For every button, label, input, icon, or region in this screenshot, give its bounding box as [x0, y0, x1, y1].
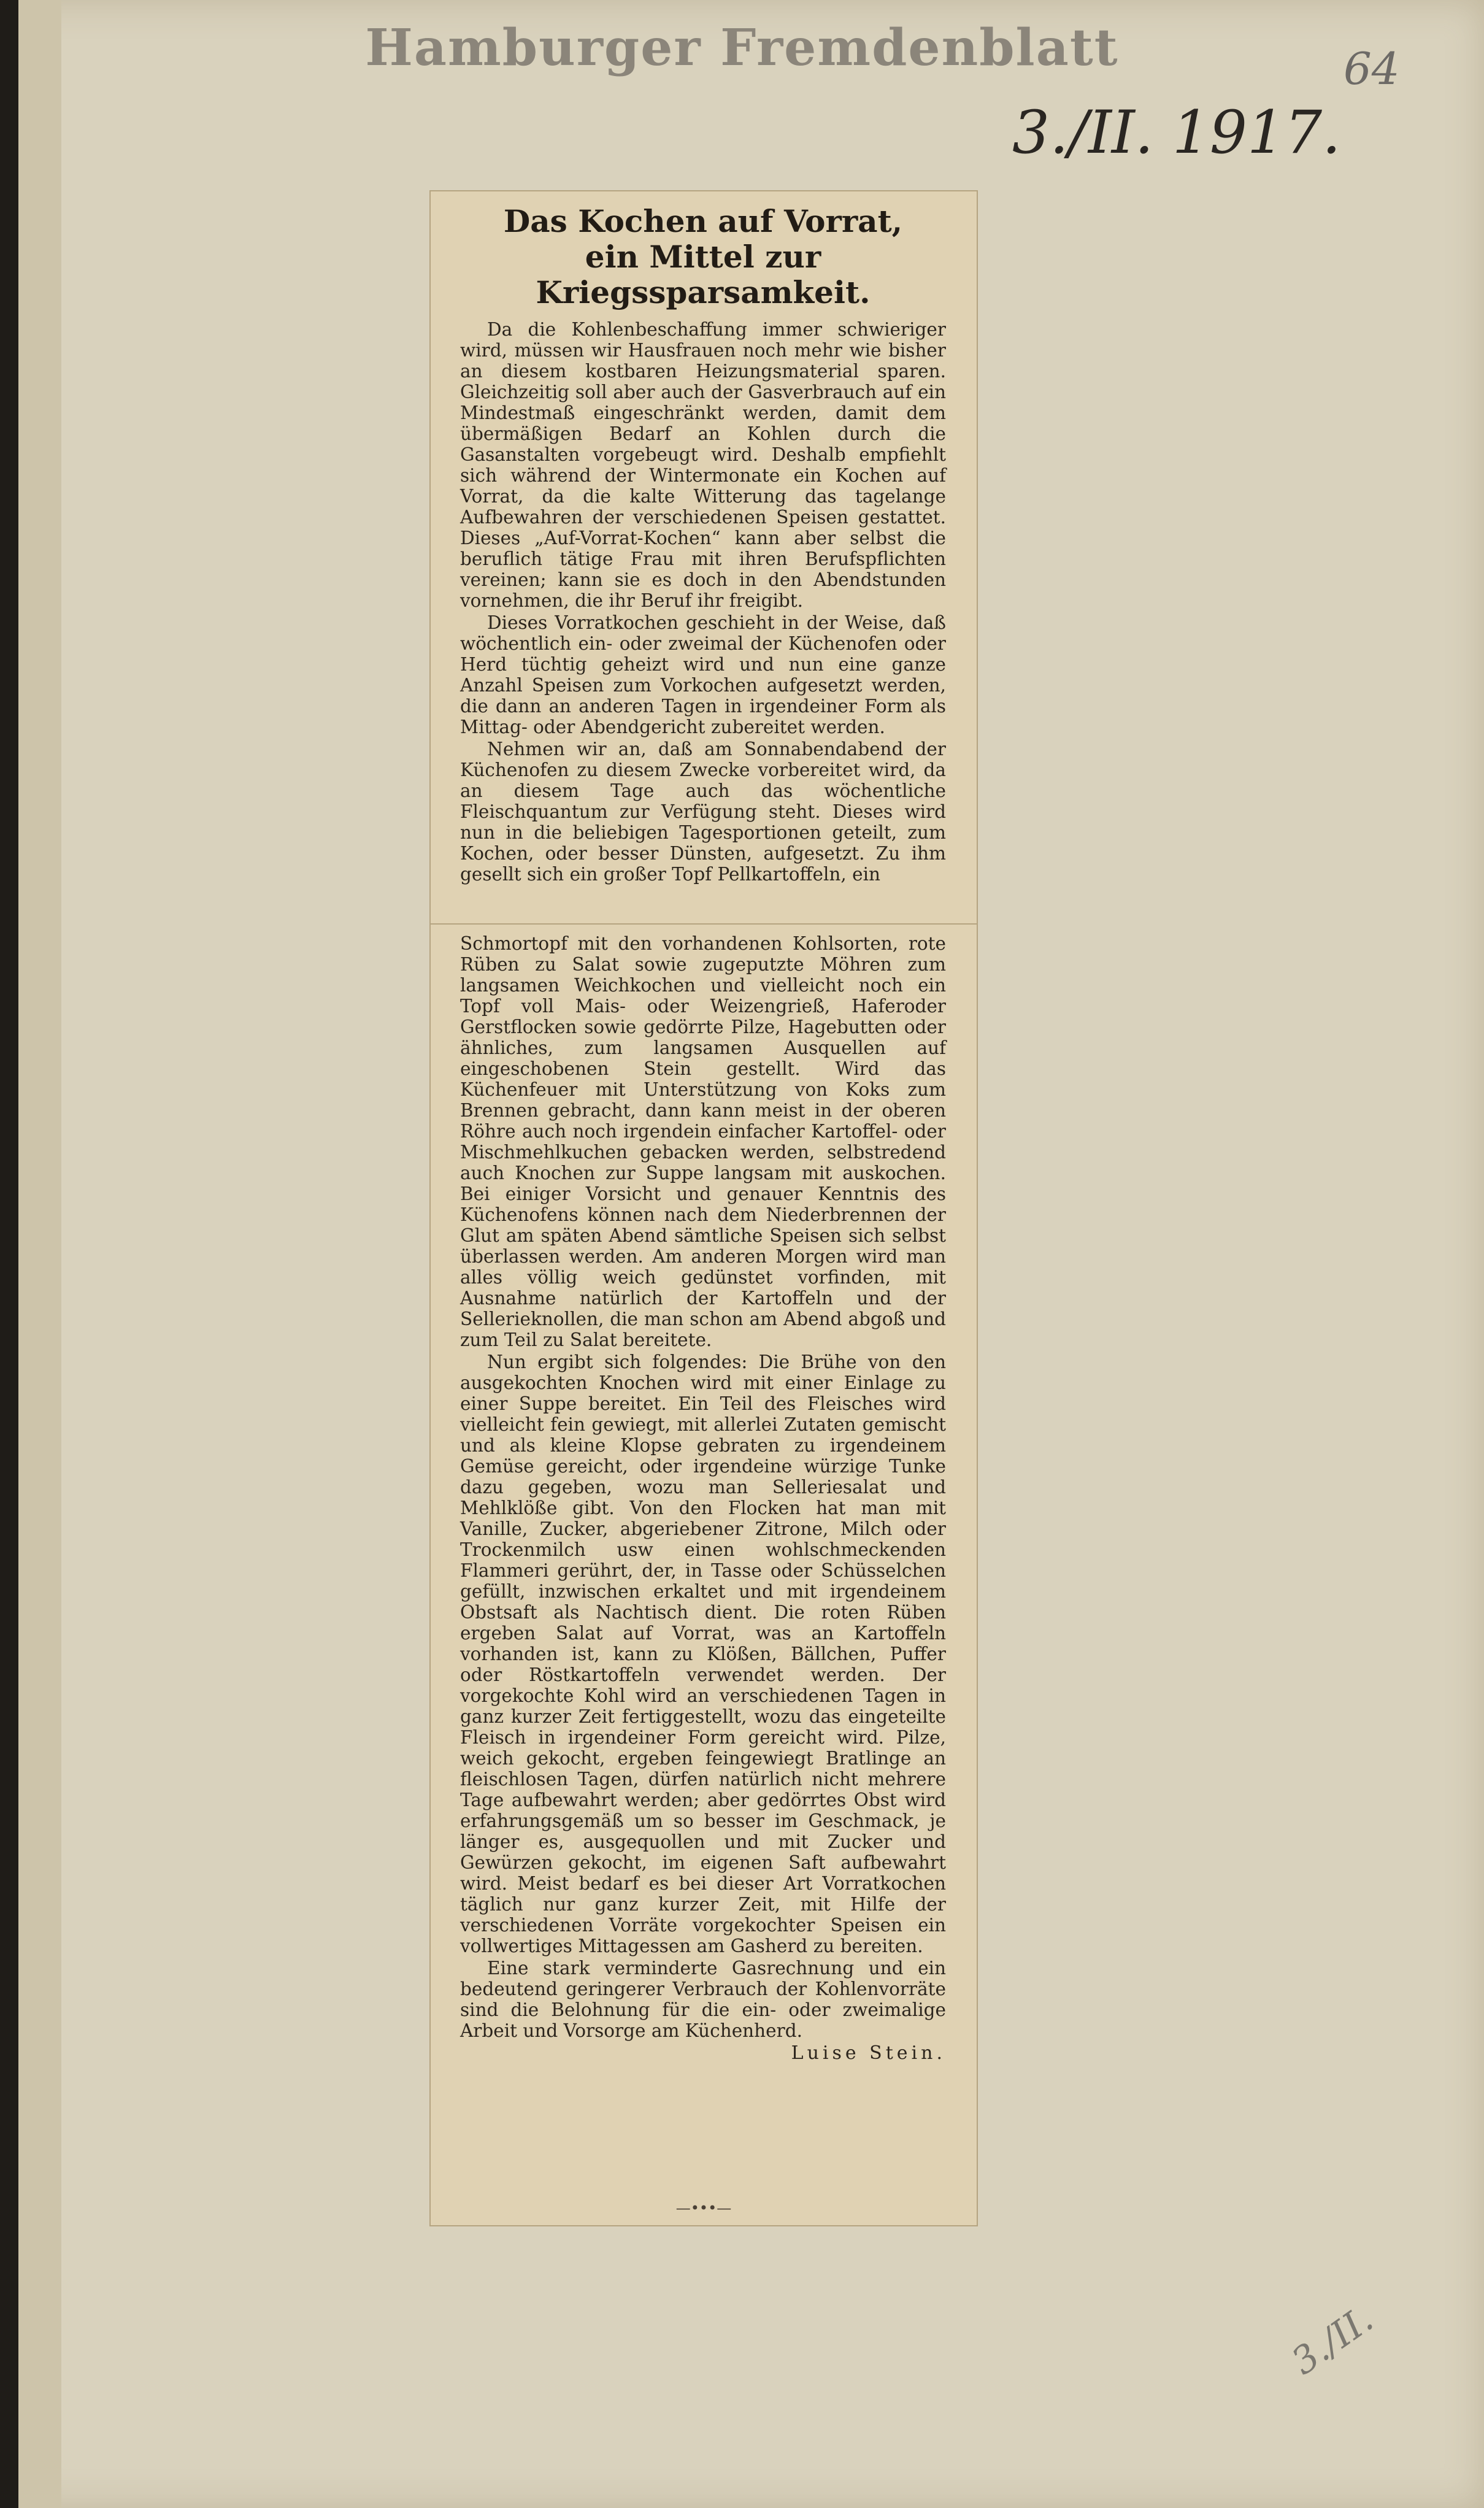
article-column-lower [460, 933, 946, 2064]
paragraph-1: Da die Kohlenbeschaffung immer schwieriger wird, müssen wir Hausfrauen noch mehr wie bisher an diesem kostbaren Heizungsmaterial sparen. Gleichzeitig soll aber auch der Gasverbrauch auf ein Mindestmaß eingeschränkt werden, damit dem übermäßigen Bedarf an Kohlen durch die Gasanstalten vorgebeugt wird. Deshalb empfiehlt sich während der Wintermonate ein Kochen auf Vorrat, da die kalte Witterung das tagelange Aufbewahren der verschiedenen Speisen gestattet. Dieses „Auf-Vorrat-Kochen“ kann aber selbst die beruflich tätige Frau mit ihren Berufspflichten vereinen; kann sie es doch in den Abendstunden vornehmen, die ihr Beruf ihr freigibt. [460, 319, 946, 611]
newspaper-masthead: Hamburger Fremdenblatt [365, 18, 1119, 77]
handwritten-date: 3./II. 1917. [1012, 98, 1341, 167]
author-signature: Luise Stein. [791, 2042, 946, 2064]
clipping-upper [429, 190, 978, 929]
article-column-upper [460, 204, 946, 885]
paragraph-3: Nehmen wir an, daß am Sonnabendabend der Küchenofen zu diesem Zwecke vorbereitet wird, da an diesem Tage auch das wöchentliche Fleischquantum zur Verfügung steht. Dieses wird nun in die beliebigen Tagesportionen geteilt, zum Kochen, oder besser Dünsten, aufgesetzt. Zu ihm gesellt sich ein großer Topf Pellkartoffeln, ein [460, 739, 946, 885]
paragraph-4: Schmortopf mit den vorhandenen Kohlsorten, rote Rüben zu Salat sowie zugeputzte Möhren zum langsamen Weichkochen und vielleicht noch ein Topf voll Mais- oder Weizengrieß, Haferoder Gerstflocken sowie gedörrte Pilze, Hagebutten oder ähnliches, zum langsamen Ausquellen auf eingeschobenen Stein gestellt. Wird das Küchenfeuer mit Unterstützung von Koks zum Brennen gebracht, dann kann meist in der oberen Röhre auch noch irgendein einfacher Kartoffel- oder Mischmehlkuchen gebacken werden, selbstredend auch Knochen zur Suppe langsam mit auskochen. Bei einiger Vorsicht und genauer Kenntnis des Küchenofens können nach dem Niederbrennen der Glut am späten Abend sämtliche Speisen sich selbst überlassen werden. Am anderen Morgen wird man alles völlig weich gedünstet vorfinden, mit Ausnahme natürlich der Kartoffeln und der Sellerieknollen, die man schon am Abend abgoß und zum Teil zu Salat bereitete. [460, 933, 946, 1350]
paragraph-2: Dieses Vorratkochen geschieht in der Weise, daß wöchentlich ein- oder zweimal der Küchenofen oder Herd tüchtig geheizt wird und nun eine ganze Anzahl Speisen zum Vorkochen aufgesetzt werden, die dann an anderen Tagen in irgendeiner Form als Mittag- oder Abendgericht zubereitet werden. [460, 612, 946, 737]
article-headline [460, 204, 946, 310]
end-ornament: —•••— [675, 2199, 732, 2217]
paragraph-5: Nun ergibt sich folgendes: Die Brühe von den ausgekochten Knochen wird mit einer Einlage zu einer Suppe bereitet. Ein Teil des Fleisches wird vielleicht fein gewiegt, mit allerlei Zutaten gemischt und als kleine Klopse gebraten zu irgendeinem Gemüse gereicht, oder irgendeine würzige Tunke dazu gegeben, wozu man Selleriesalat und Mehlklöße gibt. Von den Flocken hat man mit Vanille, Zucker, abgeriebener Zitrone, Milch oder Trockenmilch usw einen wohlschmeckenden Flammeri gerührt, der, in Tasse oder Schüsselchen gefüllt, inzwischen erkaltet und mit irgendeinem Obstsaft als Nachtisch dient. Die roten Rüben ergeben Salat auf Vorrat, was an Kartoffeln vorhanden ist, kann zu Klößen, Bällchen, Puffer oder Röstkartoffeln verwendet werden. Der vorgekochte Kohl wird an verschiedenen Tagen in ganz kurzer Zeit fertiggestellt, wozu das eingeteilte Fleisch in irgendeiner Form gereicht wird. Pilze, weich gekocht, ergeben feingewiegt Bratlinge an fleischlosen Tagen, dürfen natürlich nicht mehrere Tage aufbewahrt werden; aber gedörrtes Obst wird erfahrungsgemäß um so besser im Geschmack, je länger es, ausgequollen und mit Zucker und Gewürzen gekocht, im eigenen Saft aufbewahrt wird. Meist bedarf es bei dieser Art Vorratkochen täglich nur ganz kurzer Zeit, mit Hilfe der verschiedenen Vorräte vorgekochter Speisen ein vollwertiges Mittagessen am Gasherd zu bereiten. [460, 1352, 946, 1956]
corner-annotation: 3./II. [1283, 2298, 1381, 2383]
folio-number: 64 [1344, 43, 1400, 94]
paragraph-6: Eine stark verminderte Gasrechnung und ein bedeutend geringerer Verbrauch der Kohlenvorräte sind die Belohnung für die ein- oder zweimalige Arbeit und Vorsorge am Küchenherd. [460, 1958, 946, 2041]
headline-line-2: ein Mittel zur Kriegssparsamkeit. [536, 239, 871, 310]
clipping-lower [429, 923, 978, 2226]
sheet-left-edge [18, 0, 61, 2508]
headline-line-1: Das Kochen auf Vorrat, [503, 203, 903, 239]
